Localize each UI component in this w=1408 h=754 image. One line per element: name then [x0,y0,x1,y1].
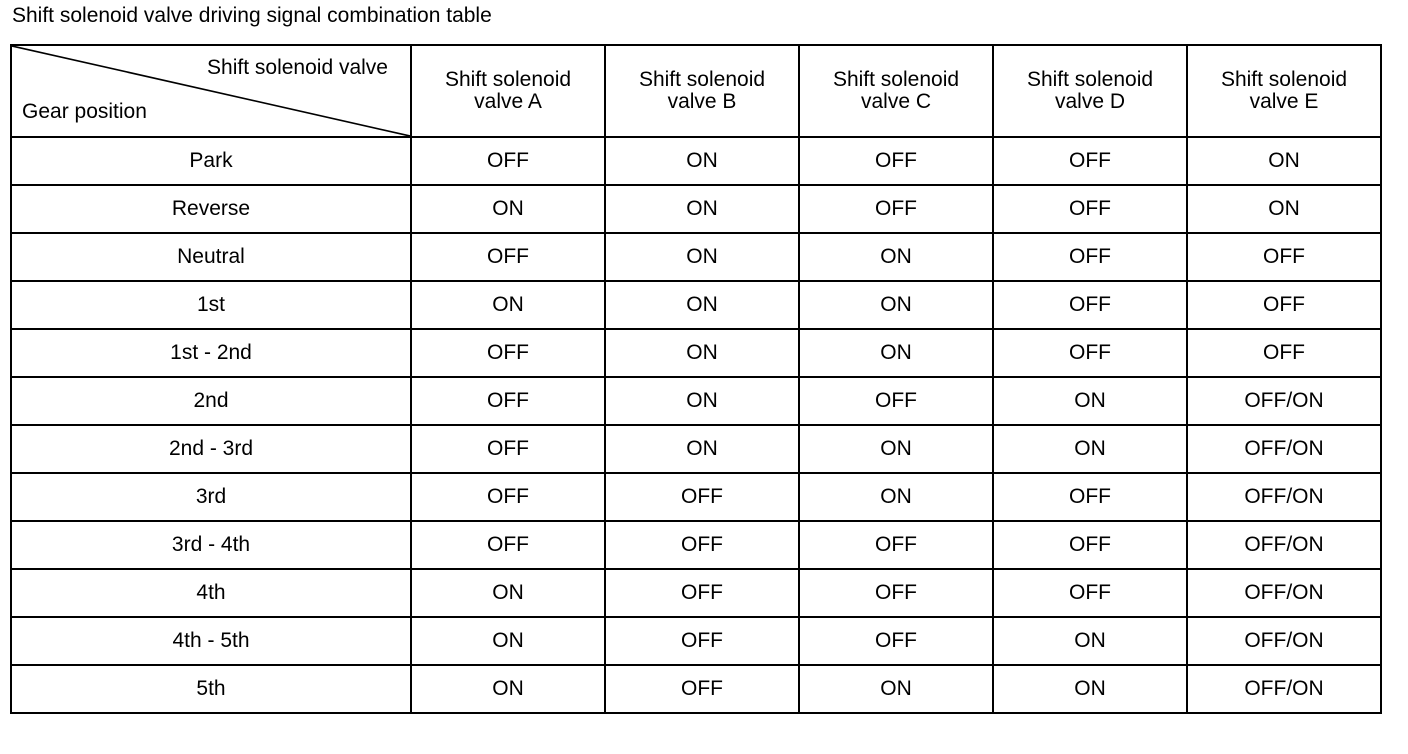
column-header-valve-d: Shift solenoid valve D [993,45,1187,137]
valve-b-cell: ON [605,329,799,377]
valve-c-cell: OFF [799,617,993,665]
table-row [11,569,1381,617]
valve-d-cell: OFF [993,329,1187,377]
valve-e-cell: ON [1187,185,1381,233]
valve-b-cell: ON [605,137,799,185]
valve-d-cell: ON [993,617,1187,665]
valve-c-cell: OFF [799,569,993,617]
valve-b-cell: OFF [605,473,799,521]
valve-e-cell: ON [1187,137,1381,185]
valve-c-cell: OFF [799,377,993,425]
gear-position-cell: Neutral [11,233,411,281]
valve-a-cell: OFF [411,233,605,281]
valve-e-cell: OFF [1187,233,1381,281]
valve-e-cell: OFF/ON [1187,617,1381,665]
valve-b-cell: OFF [605,617,799,665]
corner-row-axis-label: Gear position [22,100,147,123]
valve-c-cell: ON [799,473,993,521]
valve-e-cell: OFF [1187,281,1381,329]
gear-position-cell: 1st [11,281,411,329]
solenoid-combination-table [10,44,1382,714]
valve-a-cell: OFF [411,425,605,473]
valve-d-cell: ON [993,425,1187,473]
gear-position-cell: 1st - 2nd [11,329,411,377]
column-header-valve-b: Shift solenoid valve B [605,45,799,137]
table-row [11,665,1381,713]
valve-b-cell: OFF [605,569,799,617]
table-row [11,137,1381,185]
valve-e-cell: OFF/ON [1187,473,1381,521]
gear-position-cell: 5th [11,665,411,713]
gear-position-cell: 4th - 5th [11,617,411,665]
valve-d-cell: OFF [993,233,1187,281]
valve-a-cell: ON [411,665,605,713]
table-row [11,185,1381,233]
column-header-valve-c: Shift solenoid valve C [799,45,993,137]
table-row [11,233,1381,281]
valve-c-cell: ON [799,233,993,281]
gear-position-cell: Reverse [11,185,411,233]
valve-d-cell: OFF [993,569,1187,617]
valve-b-cell: OFF [605,521,799,569]
table-row [11,521,1381,569]
valve-a-cell: ON [411,281,605,329]
valve-d-cell: OFF [993,521,1187,569]
valve-e-cell: OFF/ON [1187,425,1381,473]
valve-d-cell: OFF [993,185,1187,233]
valve-b-cell: ON [605,425,799,473]
gear-position-cell: 3rd [11,473,411,521]
gear-position-cell: 2nd - 3rd [11,425,411,473]
valve-a-cell: OFF [411,377,605,425]
column-header-valve-a: Shift solenoid valve A [411,45,605,137]
valve-e-cell: OFF/ON [1187,377,1381,425]
valve-e-cell: OFF/ON [1187,521,1381,569]
page-title: Shift solenoid valve driving signal combination table [12,4,492,27]
corner-column-axis-label: Shift solenoid valve [207,56,388,79]
table-row [11,617,1381,665]
valve-e-cell: OFF/ON [1187,665,1381,713]
gear-position-cell: 2nd [11,377,411,425]
valve-b-cell: ON [605,233,799,281]
valve-b-cell: ON [605,281,799,329]
valve-a-cell: ON [411,569,605,617]
valve-c-cell: OFF [799,137,993,185]
valve-b-cell: OFF [605,665,799,713]
table-row [11,377,1381,425]
corner-header-cell [11,45,411,137]
gear-position-cell: Park [11,137,411,185]
table-row [11,473,1381,521]
table-row [11,329,1381,377]
valve-d-cell: OFF [993,137,1187,185]
valve-d-cell: OFF [993,473,1187,521]
valve-a-cell: ON [411,185,605,233]
table-row [11,425,1381,473]
valve-c-cell: ON [799,425,993,473]
gear-position-cell: 4th [11,569,411,617]
valve-e-cell: OFF/ON [1187,569,1381,617]
valve-b-cell: ON [605,185,799,233]
valve-a-cell: OFF [411,329,605,377]
valve-e-cell: OFF [1187,329,1381,377]
table-row [11,281,1381,329]
valve-a-cell: ON [411,617,605,665]
valve-d-cell: ON [993,377,1187,425]
gear-position-cell: 3rd - 4th [11,521,411,569]
valve-c-cell: ON [799,281,993,329]
valve-d-cell: OFF [993,281,1187,329]
valve-b-cell: ON [605,377,799,425]
valve-d-cell: ON [993,665,1187,713]
valve-c-cell: ON [799,665,993,713]
header-row [11,45,1381,137]
column-header-valve-e: Shift solenoid valve E [1187,45,1381,137]
valve-c-cell: OFF [799,185,993,233]
valve-a-cell: OFF [411,473,605,521]
valve-c-cell: ON [799,329,993,377]
valve-a-cell: OFF [411,521,605,569]
valve-a-cell: OFF [411,137,605,185]
valve-c-cell: OFF [799,521,993,569]
